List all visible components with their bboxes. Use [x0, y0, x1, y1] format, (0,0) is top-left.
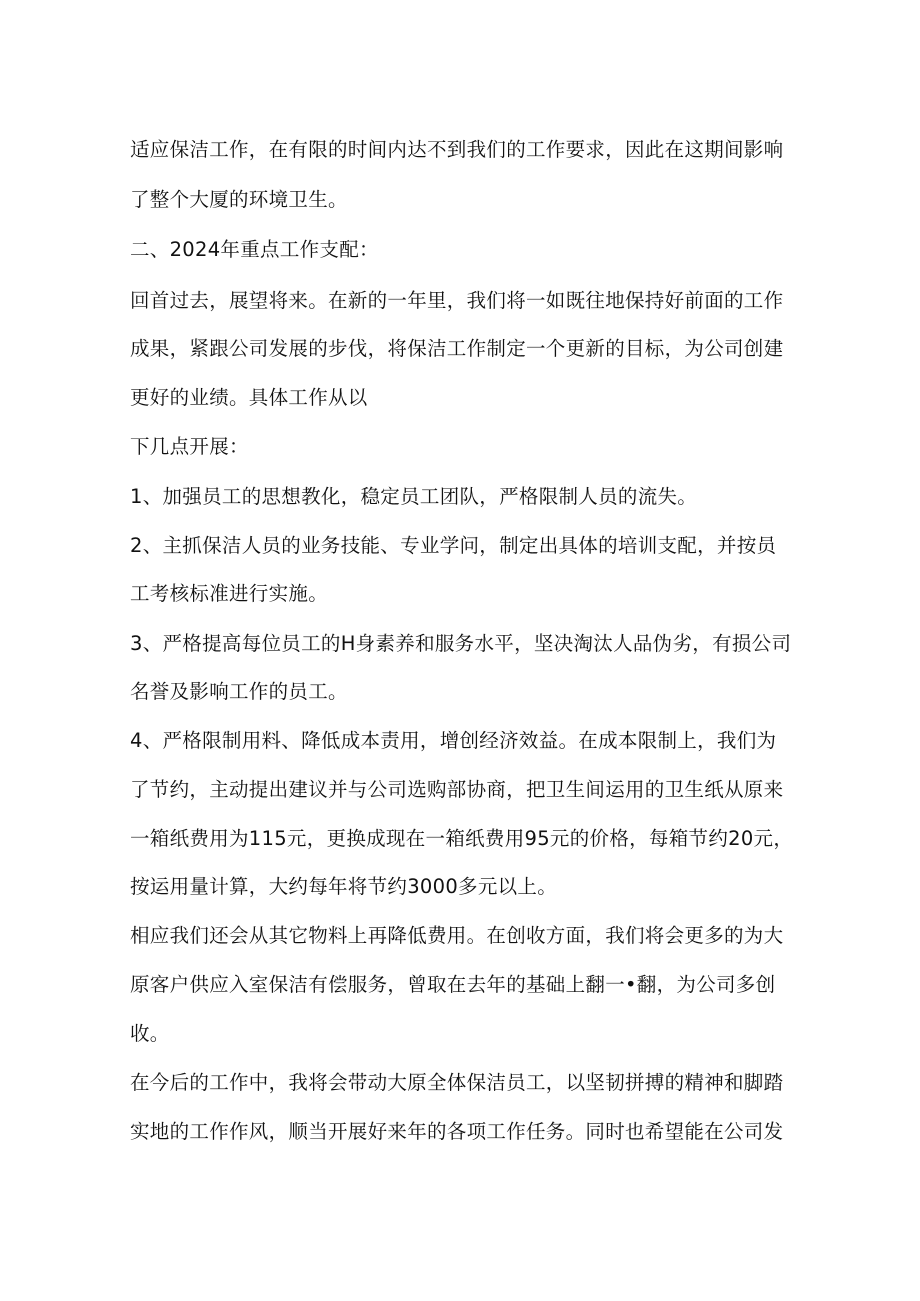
- text-line-6: 更好的业绩。具体工作从以: [130, 386, 368, 409]
- list-item-4-line-3: 一箱纸费用为115元，更换成现在一箱纸费用95元的价格，每箱节约20元，: [130, 827, 794, 850]
- text-line-1: 适应保洁工作，在有限的时间内达不到我们的工作要求，因此在这期间影响: [130, 138, 784, 161]
- text-line-4: 回首过去，展望将来。在新的一年里，我们将一如既往地保持好前面的工作: [130, 289, 784, 312]
- text-line-7: 下几点开展：: [130, 435, 249, 458]
- list-item-3-line-1: 3、严格提高每位员工的H身素养和服务水平，坚决淘汰人品伪劣，有损公司: [130, 632, 792, 655]
- list-item-1: 1、加强员工的思想教化，稳定员工团队，严格限制人员的流失。: [130, 485, 698, 508]
- text-line-20: 在今后的工作中，我将会带动大原全体保洁员工，以坚韧拼搏的精神和脚踏: [130, 1071, 784, 1094]
- list-item-4-line-4: 按运用量计算，大约每年将节约3000多元以上。: [130, 875, 558, 898]
- section-heading: 二、2024年重点工作支配：: [130, 238, 379, 261]
- list-item-2-line-1: 2、主抓保洁人员的业务技能、专业学问，制定出具体的培训支配，并按员: [130, 534, 777, 557]
- text-line-18: 原客户供应入室保洁有偿服务，曾取在去年的基础上翻一•翻，为公司多创: [130, 973, 776, 996]
- text-line-19: 收。: [130, 1022, 170, 1045]
- text-line-21: 实地的工作作风，顺当开展好来年的各项工作任务。同时也希望能在公司发: [130, 1120, 784, 1143]
- text-line-17: 相应我们还会从其它物料上再降低费用。在创收方面，我们将会更多的为大: [130, 924, 784, 947]
- list-item-4-line-1: 4、严格限制用料、降低成本责用，增创经济效益。在成本限制上，我们为: [130, 729, 777, 752]
- text-line-5: 成果，紧跟公司发展的步伐，将保洁工作制定一个更新的目标，为公司创建: [130, 337, 784, 360]
- text-line-2: 了整个大厦的环境卫生。: [130, 188, 348, 211]
- list-item-2-line-2: 工考核标准进行实施。: [130, 582, 329, 605]
- list-item-3-line-2: 名誉及影响工作的员工。: [130, 680, 348, 703]
- list-item-4-line-2: 了节约，主动提出建议并与公司选购部协商，把卫生间运用的卫生纸从原来: [130, 778, 784, 801]
